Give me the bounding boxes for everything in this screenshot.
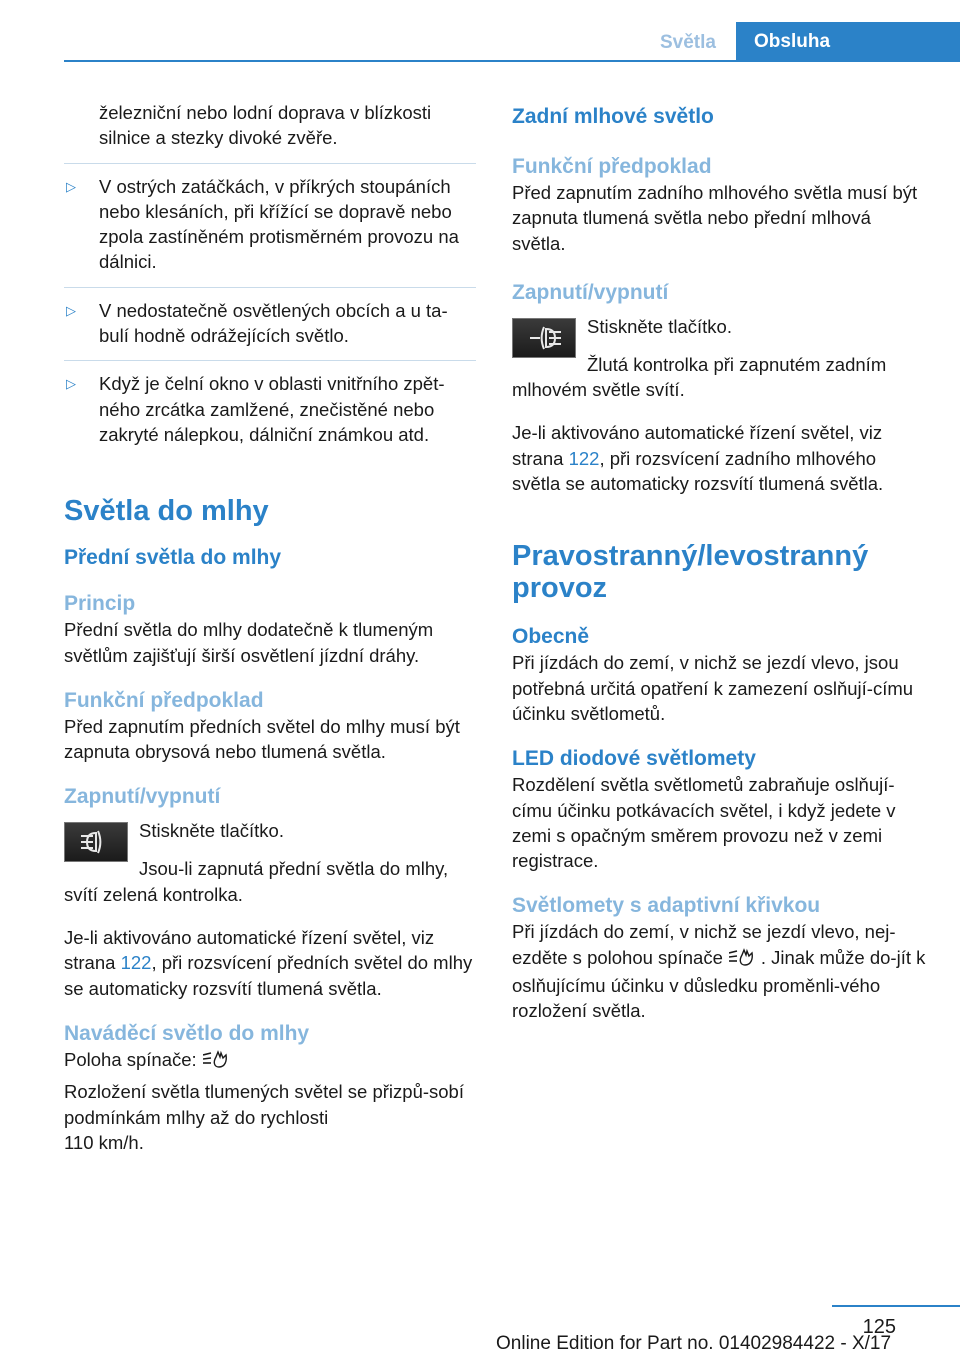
front-fog-button-row [64,818,476,868]
heading-adaptive: Světlomety s adaptivní křivkou [512,894,821,918]
bullet-separator [64,163,476,164]
page-link-122[interactable]: 122 [568,447,600,469]
heading-obecne: Obecně [512,625,590,649]
adaptive-text: Při jízdách do zemí, v nichž se jezdí vlevo, nej-ezděte s polohou spínače . Jinak může do-jít k oslňujícímu účinku v důsledku proměnli-vého rozložení světla. [512,921,926,1022]
navadeci-position: Poloha spínače: [64,1047,476,1075]
rear-predpoklad-text: Před zapnutím zadního mlhového světla musí být zapnuta tlumená světla nebo přední mlhová světla. [512,182,918,254]
heading-predpoklad: Funkční předpoklad [64,688,264,712]
subsection-title-front-fog: Přední světla do mlhy [64,546,282,570]
led-text: Rozdělení světla světlometů zabraňuje oslňují-címu účinku potkávacích světel, i když jedete v zemi s opačným směrem provozu než v zemi registrace. [512,774,896,872]
footer-divider [832,1305,960,1307]
fog-guide-switch-icon [729,947,755,973]
right-column [512,100,926,1024]
triangle-bullet-icon: ▷ [66,376,76,392]
header-chapter-tab: Obsluha [736,22,960,62]
header-section-tab: Světla [660,32,716,53]
left-column [64,100,476,1155]
bullet-separator [64,360,476,361]
list-item: ▷ Když je čelní okno v oblasti vnitřního zpět-ného zrcátka zamlžené, znečistěné nebo zakryté nálepkou, dálniční známkou atd. [66,373,445,445]
front-fog-indicator-text: Jsou-li zapnutá přední světla do mlhy, svítí zelená kontrolka. [64,858,449,905]
heading-zapnuti: Zapnutí/vypnutí [64,785,221,809]
heading-zapnuti-rear: Zapnutí/vypnutí [512,280,669,304]
heading-led: LED diodové světlomety [512,747,756,771]
obecne-text: Při jízdách do zemí, v nichž se jezdí vlevo, jsou potřebná určitá opatření k zamezení oslňují-címu účinku světlometů. [512,652,914,724]
rear-fog-indicator-text: Žlutá kontrolka při zapnutém zadním mlhovém světle svítí. [512,353,887,401]
list-item: ▷ V ostrých zatáčkách, v příkrých stoupáních nebo klesáních, při křížící se dopravě nebo zpola zastíněném protisměrném provozu na dálnici. [66,175,459,273]
front-fog-step: Stiskněte tlačítko. [139,820,284,842]
triangle-bullet-icon: ▷ [66,302,76,318]
rear-fog-step: Stiskněte tlačítko. [587,315,732,337]
navadeci-text: Rozložení světla tlumených světel se přizpů-sobí podmínkám mlhy až do rychlosti [64,1081,464,1128]
rear-fog-button-row [512,314,926,364]
section-title-traffic-side: Pravostranný/levostranný provoz [512,540,869,605]
navadeci-speed: 110 km/h. [64,1131,144,1153]
heading-predpoklad-rear: Funkční předpoklad [512,155,712,178]
header-divider [64,60,960,62]
continued-text: železniční nebo lodní doprava v blízkosti silnice a stezky divoké zvěře. [99,102,432,149]
front-fog-light-icon [64,822,128,862]
section-title-fog-lights: Světla do mlhy [64,495,269,528]
fog-guide-switch-icon [203,1049,229,1075]
page-number: 125 [862,1316,896,1338]
subsection-title-rear-fog: Zadní mlhové světlo [512,105,714,128]
triangle-bullet-icon: ▷ [66,178,76,194]
list-item: ▷ V nedostatečně osvětlených obcích a u ta-bulí hodně odrážejících světlo. [66,299,448,347]
rear-fog-auto-text: Je-li aktivováno automatické řízení světel, viz strana 122, při rozsvícení zadního mlhového světla se automaticky rozsvítí tlumená světla. [512,422,884,495]
bullet-separator [64,287,476,288]
rear-fog-light-icon [512,318,576,358]
front-fog-auto-text: Je-li aktivováno automatické řízení světel, viz strana 122, při rozsvícení předních světel do mlhy se automaticky rozsvítí tlumená světla. [64,927,473,999]
heading-navadeci: Naváděcí světlo do mlhy [64,1021,310,1045]
footer-edition: Online Edition for Part no. 01402984422 - X/17 [496,1333,892,1354]
princip-text: Přední světla do mlhy dodatečně k tlumeným světlům zajišťují širší osvětlení jízdní dráhy. [64,619,434,666]
predpoklad-text: Před zapnutím předních světel do mlhy musí být zapnuta obrysová nebo tlumená světla. [64,715,460,763]
page-link-122[interactable]: 122 [120,952,152,974]
heading-princip: Princip [64,592,136,616]
